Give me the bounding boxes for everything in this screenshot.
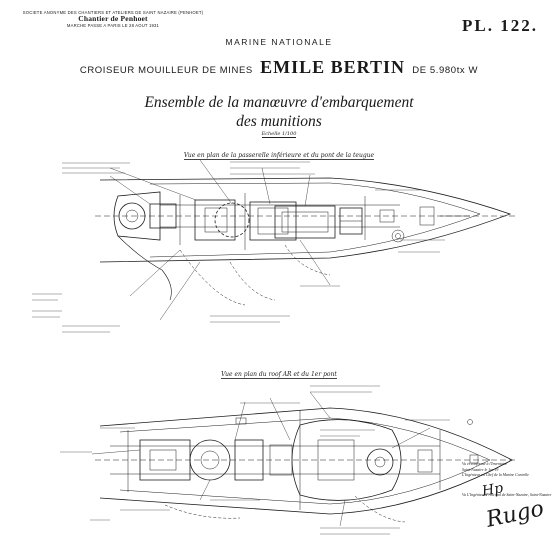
- ship-type: CROISEUR MOUILLEUR DE MINES: [79, 65, 253, 76]
- shipyard-company: Chantier de Penhoet: [78, 14, 148, 24]
- upper-view-title-text: Vue en plan de la passerelle inférieure et du pont de la teugue: [183, 152, 375, 159]
- crane-arc-2: [230, 262, 275, 300]
- title-line-2: des munitions: [236, 113, 322, 130]
- crane-arc-1: [180, 250, 245, 305]
- approval-line-2: Saint-Nazaire le 1er 19: [462, 467, 499, 472]
- upper-hull-outline: [100, 178, 510, 262]
- lower-hull-outline: [100, 408, 512, 514]
- approval-notes: [462, 462, 558, 498]
- approval-line-1: Vu et conforme à l'Inventaire: [462, 462, 508, 466]
- approval-line-3: L'Ingénieur en Chef de la Marine Contrôle: [462, 473, 529, 478]
- lower-deck-plan: [60, 386, 515, 534]
- authority-title: MARINE NATIONALE: [225, 37, 333, 47]
- lower-hull-inner: [120, 418, 490, 504]
- lower-view-title-text: Vue en plan du roof AR et du 1er pont: [221, 371, 337, 378]
- ship-name: EMILE BERTIN: [260, 57, 406, 77]
- upper-deck-plan: [32, 160, 515, 332]
- hoist-frame-3: [275, 206, 335, 238]
- plate-number: PL. 122.: [462, 16, 538, 35]
- upper-hull-inner: [150, 183, 480, 257]
- title-line-1: Ensemble de la manœuvre d'embarquement: [144, 94, 414, 111]
- signature-initials: Hp: [480, 480, 505, 500]
- signature-main: Rugo: [484, 496, 547, 533]
- hoist-frame-2: [250, 202, 296, 240]
- contract-line: MARCHE PASSE A PARIS LE 28 AOUT 1931: [66, 22, 160, 28]
- hoist-frame-1: [195, 200, 235, 240]
- ship-displacement: DE 5.980tx W: [412, 65, 479, 76]
- approval-line-4: Vu L'Ingénieur Principal de Saint-Nazaire, Saint-Nazaire: [462, 492, 552, 497]
- shipyard-name-line: SOCIETE ANONYME DES CHANTIERS ET ATELIERS DE SAINT NAZAIRE (PENHOET): [22, 10, 204, 15]
- turret-ring-2: [367, 449, 393, 475]
- scale-text: Echelle 1/100: [261, 131, 297, 137]
